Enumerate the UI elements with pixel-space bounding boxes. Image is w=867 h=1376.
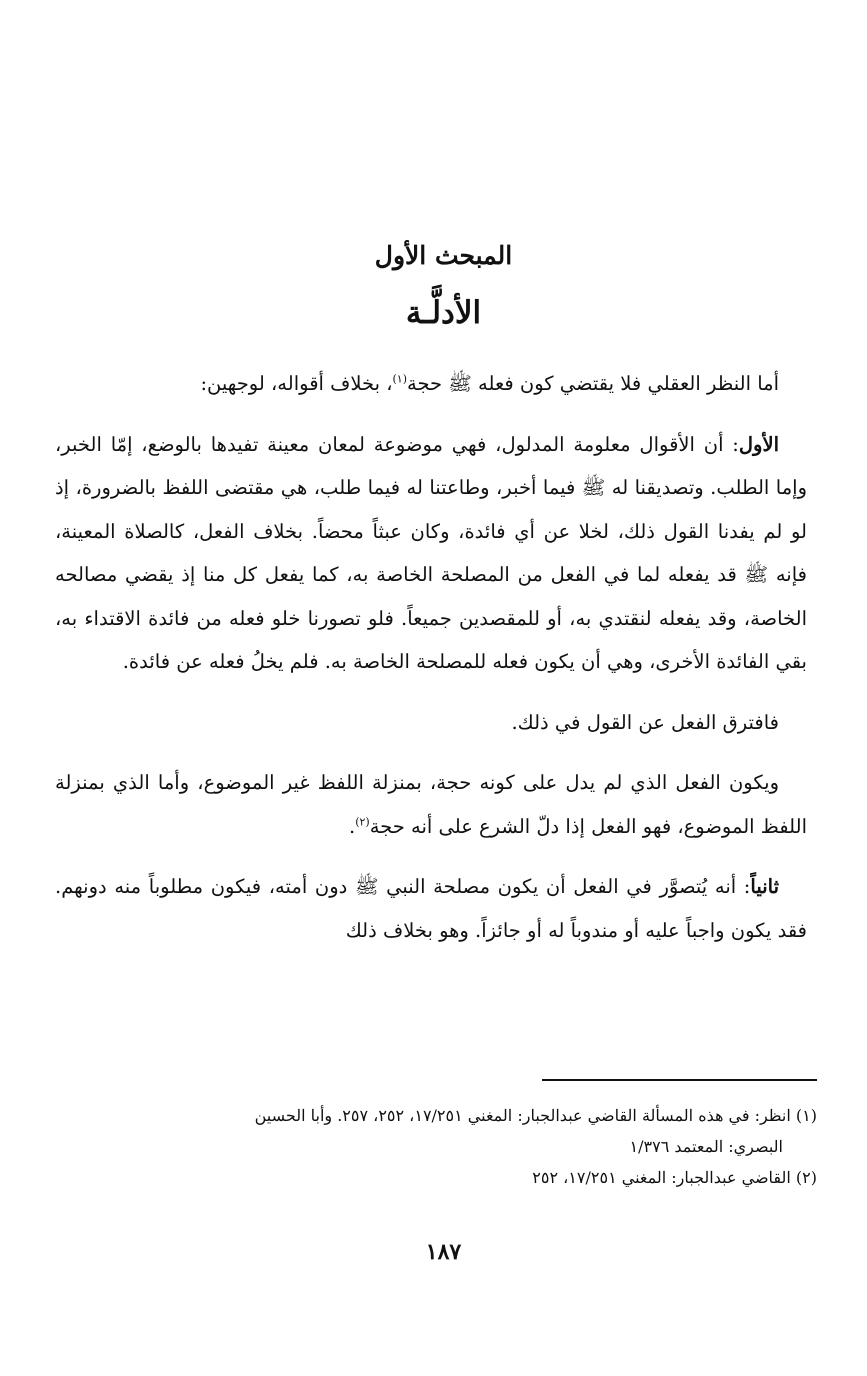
conclusion-text: فافترق الفعل عن القول في ذلك.	[511, 710, 779, 734]
paragraph-first-reason	[55, 423, 807, 684]
footnote-ref-2: (٢)	[355, 815, 370, 828]
paragraph-intro-rest: ، بخلاف أقواله، لوجهين:	[200, 372, 393, 395]
section-heading: المبحث الأول	[374, 241, 513, 270]
page-number: ١٨٧	[425, 1239, 462, 1265]
paragraph-second-reason	[55, 865, 807, 952]
second-reason-text: : أنه يُتصوَّر في الفعل أن يكون مصلحة النبي ﷺ دون أمته، فيكون مطلوباً منه دونهم. فقد يكون واجباً عليه أو مندوباً له أو جائزاً. وهو بخلاف ذلك	[55, 875, 807, 942]
footnote-1: (١) انظر: في هذه المسألة القاضي عبدالجبار: المغني ١٧/٢٥١، ٢٥٢، ٢٥٧. وأبا الحسين	[254, 1106, 817, 1125]
paragraph-intro	[55, 362, 807, 406]
footnote-divider	[542, 1079, 817, 1081]
second-reason-label: ثانياً	[750, 875, 779, 898]
footnotes	[49, 1100, 817, 1193]
section-title: الأدلَّـة	[405, 295, 482, 331]
first-reason-label: الأول	[738, 432, 779, 456]
footnote-1-continuation: البصري: المعتمد ١/٣٧٦	[629, 1137, 783, 1156]
footnote-2: (٢) القاضي عبدالجبار: المغني ١٧/٢٥١، ٢٥٢	[532, 1168, 817, 1187]
body-text	[55, 362, 807, 952]
footnote-ref-1: (١)	[392, 372, 407, 386]
action-status-text: ويكون الفعل الذي لم يدل على كونه حجة، بمنزلة اللفظ غير الموضوع، وأما الذي بمنزلة اللفظ الموضوع، فهو الفعل إذا دلّ الشرع على أنه حجة	[55, 771, 807, 838]
action-status-end: .	[348, 814, 356, 838]
paragraph-intro-text: أما النظر العقلي فلا يقتضي كون فعله ﷺ حجة	[407, 372, 779, 395]
paragraph-action-status	[55, 761, 807, 848]
first-reason-text: : أن الأقوال معلومة المدلول، فهي موضوعة لمعان معينة تفيدها بالوضع، إمّا الخبر، وإما الطلب. وتصديقنا له ﷺ فيما أخبر، وطاعتنا له فيما طلب، هي مقتضى اللفظ بالضرورة، إذ لو لم يفدنا القول ذلك، لخلا عن أي فائدة، وكان عبثاً محضاً. بخلاف الفعل، كالصلاة المعينة، فإنه ﷺ قد يفعله لما في الفعل من المصلحة الخاصة به، كما يفعل كل منا إذ يقضي مصالحه الخاصة، وقد يفعله لنقتدي به، أو للمقصدين جميعاً. فلو تصورنا خلو فعله من فائدة الاقتداء به، بقي الفائدة الأخرى، وهي أن يكون فعله للمصلحة الخاصة به. فلم يخلُ فعله عن فائدة.	[55, 432, 807, 673]
paragraph-conclusion	[55, 701, 807, 745]
